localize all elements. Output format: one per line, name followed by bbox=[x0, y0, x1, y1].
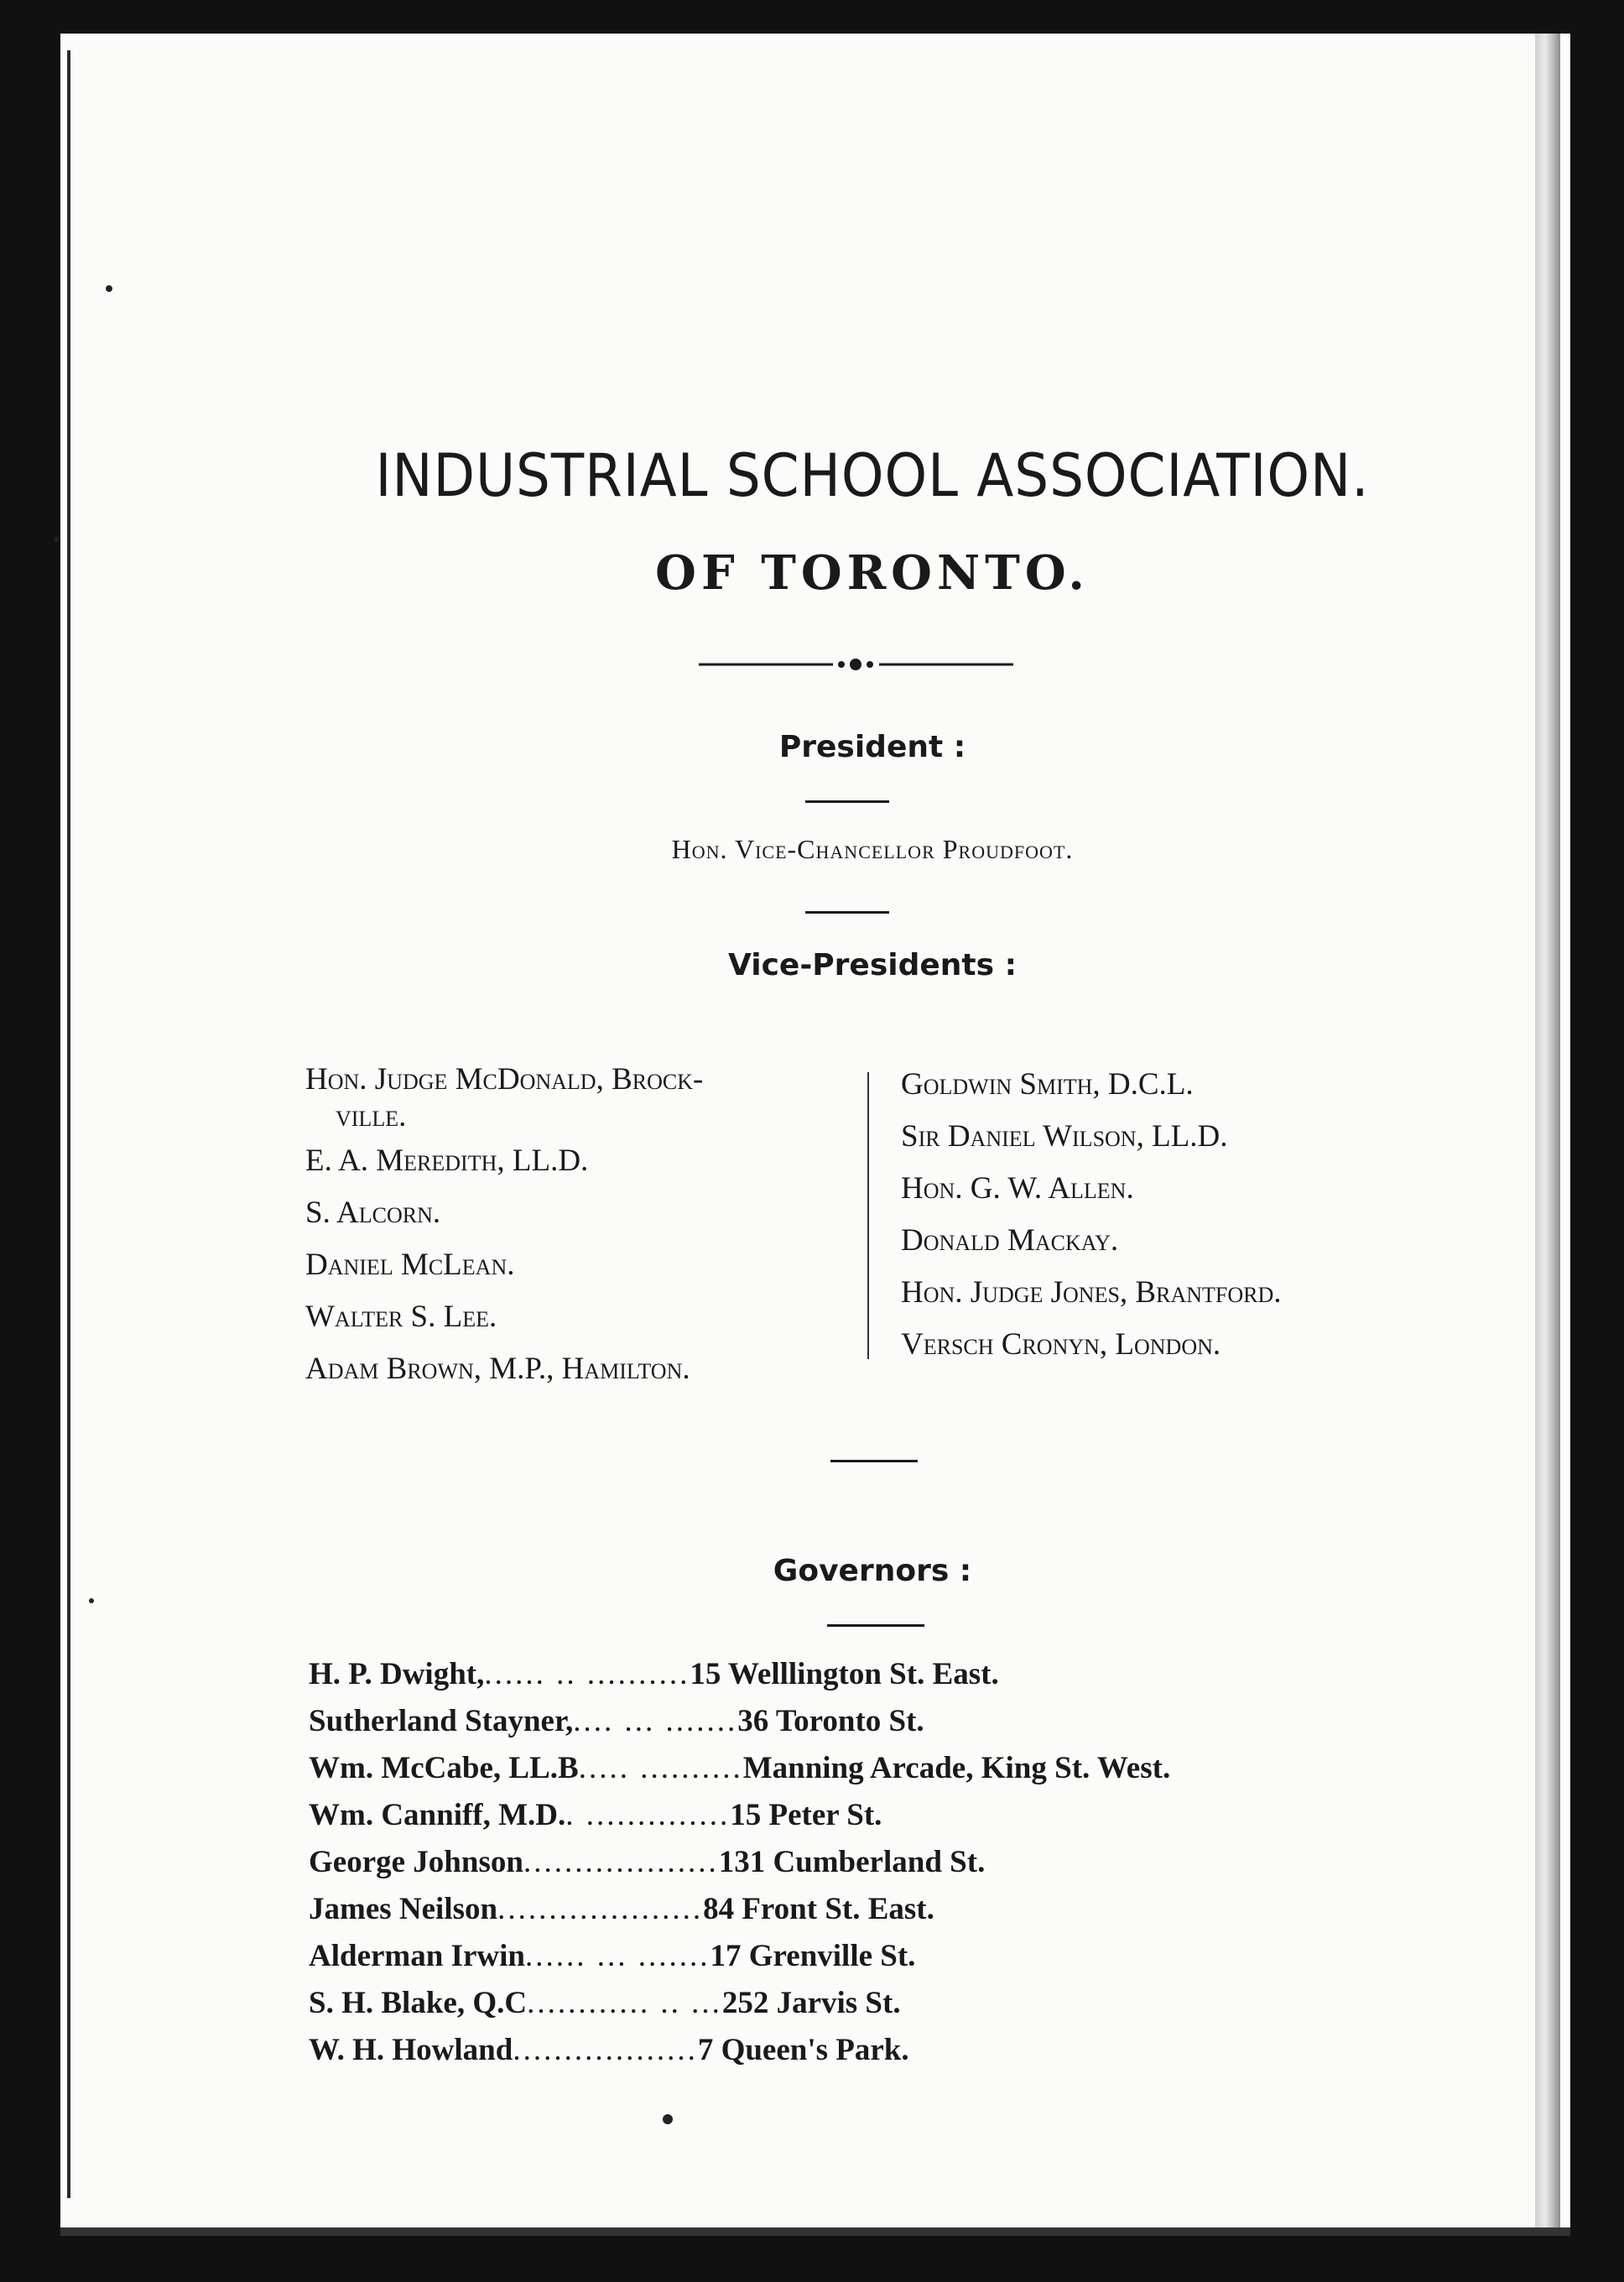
leader-dots: .................. bbox=[513, 2033, 698, 2067]
governor-row bbox=[309, 1698, 1458, 1745]
president-name: Hon. Vice-Chancellor Proudfoot. bbox=[671, 834, 1074, 864]
governor-name: George Johnson bbox=[309, 1845, 523, 1879]
vice-president-entry: Walter S. Lee. bbox=[305, 1300, 497, 1334]
governor-address: 252 Jarvis St. bbox=[721, 1986, 901, 2020]
page-subtitle: OF TORONTO. bbox=[655, 545, 1090, 601]
governor-name: H. P. Dwight, bbox=[309, 1657, 485, 1691]
governor-row bbox=[309, 1933, 1458, 1980]
governor-address: 15 Peter St. bbox=[730, 1798, 882, 1832]
governor-name: S. H. Blake, Q.C bbox=[309, 1986, 528, 2020]
vice-president-entry: Hon. Judge Jones, Brantford. bbox=[901, 1275, 1282, 1310]
vice-presidents-right-column bbox=[901, 1059, 1282, 1371]
governor-name: James Neilson bbox=[309, 1892, 498, 1926]
governor-address: 131 Cumberland St. bbox=[718, 1845, 986, 1879]
rule bbox=[805, 800, 889, 803]
vice-president-entry: Sir Daniel Wilson, LL.D. bbox=[901, 1119, 1228, 1154]
ink-speck bbox=[663, 2114, 673, 2124]
rule bbox=[827, 1624, 924, 1627]
vice-president-entry: Daniel McLean. bbox=[305, 1248, 515, 1282]
vice-president-entry: E. A. Meredith, LL.D. bbox=[305, 1144, 589, 1178]
governor-address: 36 Toronto St. bbox=[737, 1704, 924, 1738]
page-right-edge bbox=[1535, 34, 1560, 2232]
vice-president-entry: Hon. Judge McDonald, Brock- bbox=[305, 1062, 704, 1097]
governor-row bbox=[309, 2027, 1458, 2074]
rule bbox=[805, 911, 889, 914]
governors-heading: Governors : bbox=[773, 1554, 972, 1588]
leader-dots: .... ... ....... bbox=[573, 1704, 738, 1738]
governor-address: Manning Arcade, King St. West. bbox=[742, 1751, 1171, 1785]
governor-row bbox=[309, 1980, 1458, 2027]
ink-speck bbox=[54, 537, 59, 542]
governor-name: Wm. Canniff, M.D. bbox=[309, 1798, 566, 1832]
governor-name: Wm. McCabe, LL.B bbox=[309, 1751, 579, 1785]
president-heading: President : bbox=[778, 730, 966, 764]
ornament-divider bbox=[699, 654, 1013, 675]
column-divider bbox=[867, 1072, 869, 1359]
governor-address: 15 Welllington St. East. bbox=[690, 1657, 999, 1691]
vice-president-entry: Donald Mackay. bbox=[901, 1223, 1119, 1258]
vice-president-entry: S. Alcorn. bbox=[305, 1196, 441, 1230]
governor-row bbox=[309, 1745, 1458, 1792]
rule bbox=[830, 1460, 918, 1462]
governor-row bbox=[309, 1839, 1458, 1886]
vice-president-entry: Adam Brown, M.P., Hamilton. bbox=[305, 1352, 690, 1386]
leader-dots: ............ .. ... bbox=[527, 1986, 722, 2020]
governor-name: W. H. Howland bbox=[309, 2033, 513, 2067]
governor-address: 17 Grenville St. bbox=[710, 1939, 916, 1973]
vice-president-entry: Goldwin Smith, D.C.L. bbox=[901, 1067, 1194, 1102]
leader-dots: . .............. bbox=[565, 1798, 731, 1832]
vice-president-entry: Versch Cronyn, London. bbox=[901, 1327, 1221, 1362]
leader-dots: ...... ... ....... bbox=[524, 1939, 710, 1973]
governor-row bbox=[309, 1886, 1458, 1933]
ink-speck bbox=[89, 1598, 94, 1603]
governor-name: Alderman Irwin bbox=[309, 1939, 525, 1973]
page-title: INDUSTRIAL SCHOOL ASSOCIATION. bbox=[375, 441, 1370, 510]
vice-president-entry: ville. bbox=[336, 1099, 407, 1133]
leader-dots: ..... .......... bbox=[578, 1751, 743, 1785]
ink-speck bbox=[106, 285, 112, 292]
leader-dots: .................... bbox=[497, 1892, 704, 1926]
leader-dots: ................... bbox=[523, 1845, 719, 1879]
governors-list bbox=[309, 1651, 1458, 2074]
governor-row bbox=[309, 1792, 1458, 1839]
governor-address: 84 Front St. East. bbox=[703, 1892, 934, 1926]
governor-row bbox=[309, 1651, 1458, 1698]
page-bottom-edge bbox=[60, 2227, 1570, 2236]
leader-dots: ...... .. .......... bbox=[484, 1657, 690, 1691]
vice-presidents-left-column bbox=[305, 1061, 703, 1395]
vice-presidents-heading: Vice-Presidents : bbox=[728, 948, 1017, 982]
vice-president-entry: Hon. G. W. Allen. bbox=[901, 1171, 1134, 1206]
governor-address: 7 Queen's Park. bbox=[697, 2033, 909, 2067]
governor-name: Sutherland Stayner, bbox=[309, 1704, 574, 1738]
page-binding-edge bbox=[67, 50, 70, 2198]
